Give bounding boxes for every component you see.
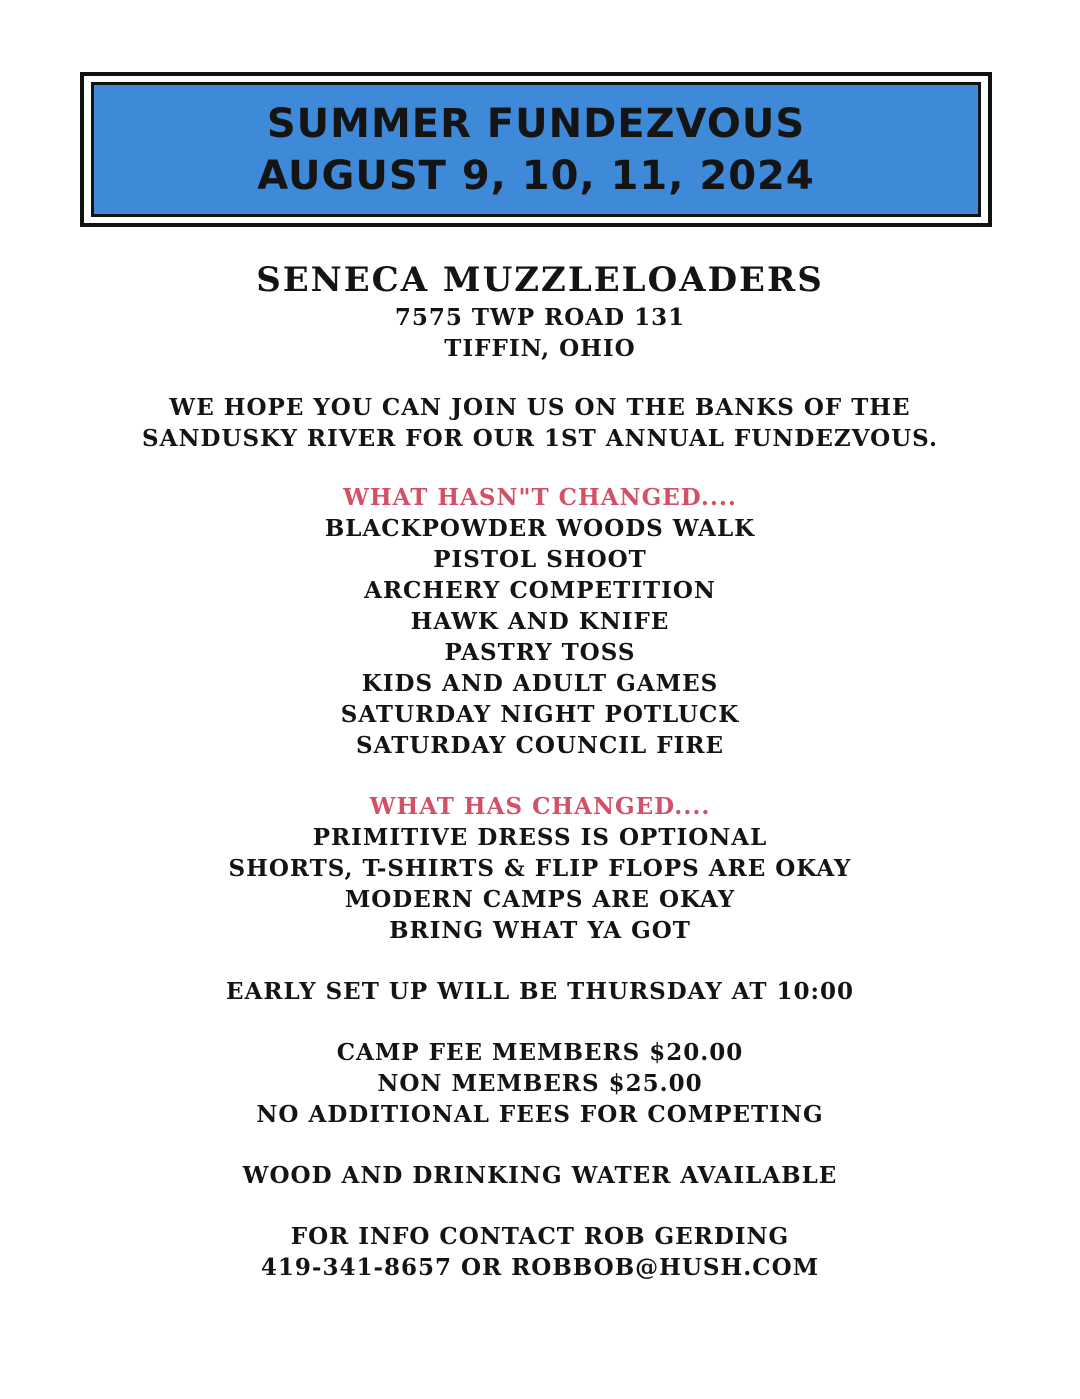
contact-line-1: FOR INFO CONTACT ROB GERDING: [290, 1223, 790, 1250]
organization-city: TIFFIN, OHIO: [444, 335, 636, 362]
unchanged-list: [0, 513, 1080, 761]
event-dates: AUGUST 9, 10, 11, 2024: [257, 152, 815, 199]
fee-members: CAMP FEE MEMBERS $20.00: [336, 1039, 744, 1066]
setup-info: EARLY SET UP WILL BE THURSDAY AT 10:00: [225, 978, 855, 1005]
amenities-info: WOOD AND DRINKING WATER AVAILABLE: [242, 1162, 838, 1189]
list-item: SATURDAY NIGHT POTLUCK: [340, 701, 740, 728]
list-item: PISTOL SHOOT: [433, 546, 647, 573]
list-item: SATURDAY COUNCIL FIRE: [356, 732, 724, 759]
organization-name: SENECA MUZZLELOADERS: [256, 260, 824, 300]
fee-note: NO ADDITIONAL FEES FOR COMPETING: [256, 1101, 824, 1128]
title-banner-fill: [91, 82, 981, 217]
list-item: PASTRY TOSS: [444, 639, 636, 666]
changed-list: [0, 822, 1080, 946]
unchanged-heading: WHAT HASN"T CHANGED....: [343, 484, 737, 511]
list-item: MODERN CAMPS ARE OKAY: [344, 886, 736, 913]
list-item: BLACKPOWDER WOODS WALK: [324, 515, 756, 542]
changed-heading: WHAT HAS CHANGED....: [369, 793, 711, 820]
fee-non-members: NON MEMBERS $25.00: [377, 1070, 703, 1097]
invitation-line-2: SANDUSKY RIVER FOR OUR 1ST ANNUAL FUNDEZVOUS.: [142, 425, 938, 452]
list-item: ARCHERY COMPETITION: [364, 577, 716, 604]
list-item: PRIMITIVE DRESS IS OPTIONAL: [312, 824, 768, 851]
title-banner: [80, 72, 992, 227]
event-title: SUMMER FUNDEZVOUS: [266, 100, 806, 147]
list-item: BRING WHAT YA GOT: [389, 917, 691, 944]
list-item: HAWK AND KNIFE: [410, 608, 670, 635]
list-item: KIDS AND ADULT GAMES: [361, 670, 719, 697]
contact-line-2: 419-341-8657 OR ROBBOB@HUSH.COM: [260, 1254, 820, 1281]
organization-address: 7575 TWP ROAD 131: [394, 304, 686, 331]
flyer-body: [0, 258, 1080, 1283]
list-item: SHORTS, T-SHIRTS & FLIP FLOPS ARE OKAY: [228, 855, 852, 882]
invitation-line-1: WE HOPE YOU CAN JOIN US ON THE BANKS OF THE: [169, 394, 911, 421]
